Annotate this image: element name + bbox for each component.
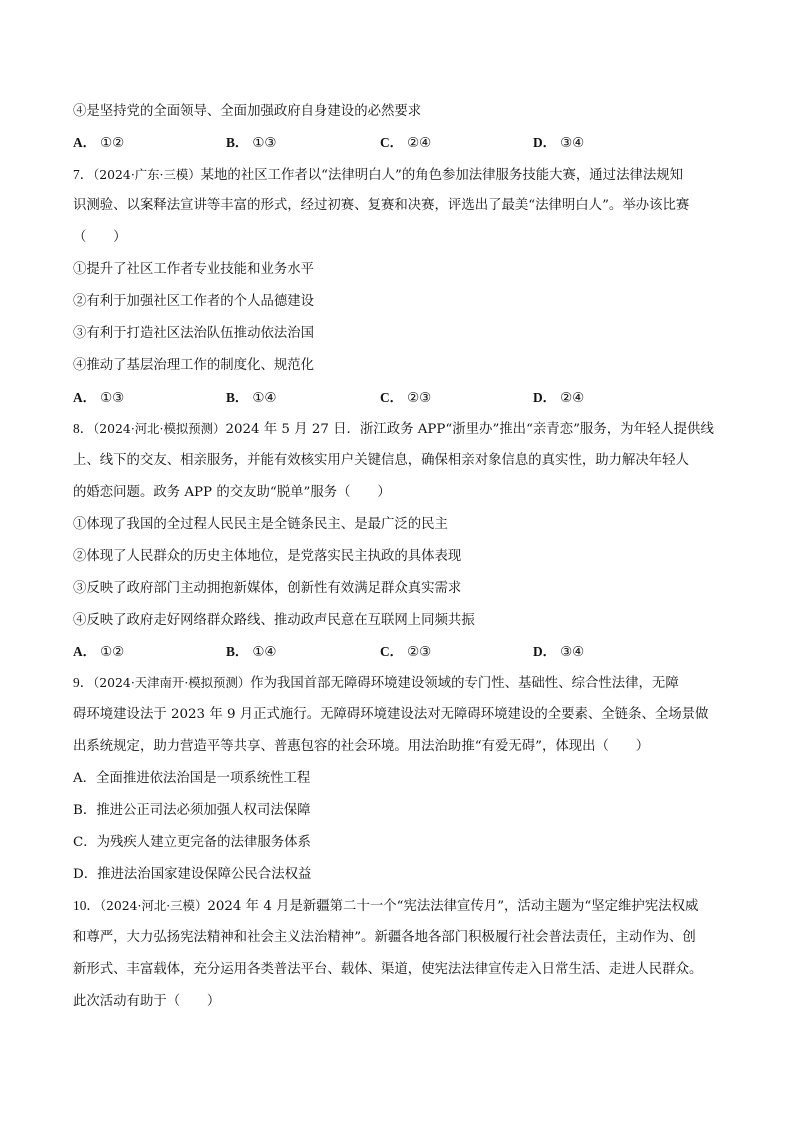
q8-stem-line-1: 8．（2024·河北·模拟预测）2024 年 5 月 27 日．浙江政务 APP“浙里办”推出“亲青恋”服务，为年轻人提供线: [73, 421, 714, 437]
q8-statement-1: ①体现了我国的全过程人民民主是全链条民主、是最广泛的民主: [73, 517, 448, 532]
q8-statement-2: ②体现了人民群众的历史主体地位，是党落实民主执政的具体表现: [73, 549, 462, 564]
q9-stem-line-1: 9．（2024·天津南开·模拟预测）作为我国首部无障碍环境建设领域的专门性、基础性、综合性法律，无障: [73, 675, 679, 691]
q8-option-c[interactable]: C． ②③: [380, 644, 432, 660]
q9-source: （2024·天津南开·模拟预测）: [93, 675, 251, 690]
q9-choice-c[interactable]: C．为残疾人建立更完备的法律服务体系: [73, 835, 311, 850]
q9-stem-line-2: 碍环境建设法于 2023 年 9 月正式施行。无障碍环境建设法对无障碍环境建设的全要素、全链条、全场景做: [73, 707, 709, 722]
q10-stem-line-1: 10．（2024·河北·三模）2024 年 4 月是新疆第二十一个“宪法法律宣传月”，活动主题为“坚定维护宪法权威: [73, 898, 699, 914]
q10-stem-line-4: 此次活动有助于（ ）: [73, 994, 221, 1009]
q6-option-d[interactable]: D． ③④: [533, 135, 585, 151]
q8-stem-line-2: 上、线下的交友、相亲服务，并能有效核实用户关键信息，确保相亲对象信息的真实性，助力解决年轻人: [73, 453, 689, 468]
q8-statement-4: ④反映了政府走好网络群众路线、推动政声民意在互联网上同频共振: [73, 613, 475, 628]
q9-stem-line-3: 出系统规定，助力营造平等共享、普惠包容的社会环境。用法治助推“有爱无碍”，体现出（ ）: [73, 739, 650, 754]
q7-option-c[interactable]: C． ②③: [380, 390, 432, 406]
q7-option-d[interactable]: D． ②④: [533, 390, 585, 406]
q7-stem-line-3: （ ）: [73, 230, 127, 245]
q7-statement-3: ③有利于打造社区法治队伍推动依法治国: [73, 326, 315, 341]
q6-statement-4: ④是坚持党的全面领导、全面加强政府自身建设的必然要求: [73, 104, 422, 119]
q8-number: 8．: [73, 421, 94, 436]
q10-stem-line-2: 和尊严，大力弘扬宪法精神和社会主义法治精神”。新疆各地各部门积极履行社会普法责任，主动作为、创: [73, 930, 696, 945]
q7-source: （2024·广东·三模）: [93, 167, 201, 182]
q9-choice-d[interactable]: D．推进法治国家建设保障公民合法权益: [73, 867, 312, 882]
q7-statement-4: ④推动了基层治理工作的制度化、规范化: [73, 358, 315, 373]
q8-option-b[interactable]: B． ①④: [226, 644, 277, 660]
q6-option-b[interactable]: B． ①③: [226, 135, 277, 151]
q9-choice-a[interactable]: A．全面推进依法治国是一项系统性工程: [73, 771, 311, 786]
q8-option-a[interactable]: A． ①②: [73, 644, 125, 660]
q7-statement-2: ②有利于加强社区工作者的个人品德建设: [73, 294, 315, 309]
q7-statement-1: ①提升了社区工作者专业技能和业务水平: [73, 262, 315, 277]
q6-option-c[interactable]: C． ②④: [380, 135, 432, 151]
q8-stem-line-3: 的婚恋问题。政务 APP 的交友助“脱单”服务（ ）: [73, 485, 391, 500]
q8-source: （2024·河北·模拟预测）: [93, 421, 226, 436]
q6-option-a[interactable]: A． ①②: [73, 135, 125, 151]
q7-option-a[interactable]: A． ①③: [73, 390, 125, 406]
q10-number: 10．: [73, 898, 100, 913]
q8-option-d[interactable]: D． ③④: [533, 644, 585, 660]
q7-stem-line-2: 识测验、以案释法宣讲等丰富的形式，经过初赛、复赛和决赛，评选出了最美“法律明白人”。举办该比赛: [73, 198, 690, 213]
q8-statement-3: ③反映了政府部门主动拥抱新媒体，创新性有效满足群众真实需求: [73, 581, 462, 596]
q7-number: 7．: [73, 167, 94, 182]
q10-source: （2024·河北·三模）: [99, 898, 208, 913]
q9-number: 9．: [73, 675, 94, 690]
q7-stem-line-1: 7．（2024·广东·三模）某地的社区工作者以“法律明白人”的角色参加法律服务技能大赛，通过法律法规知: [73, 167, 684, 183]
q7-option-b[interactable]: B． ①④: [226, 390, 277, 406]
q10-stem-line-3: 新形式、丰富载体，充分运用各类普法平台、载体、渠道，使宪法法律宣传走入日常生活、走进人民群众。: [73, 962, 703, 977]
q9-choice-b[interactable]: B．推进公正司法必须加强人权司法保障: [73, 803, 311, 818]
